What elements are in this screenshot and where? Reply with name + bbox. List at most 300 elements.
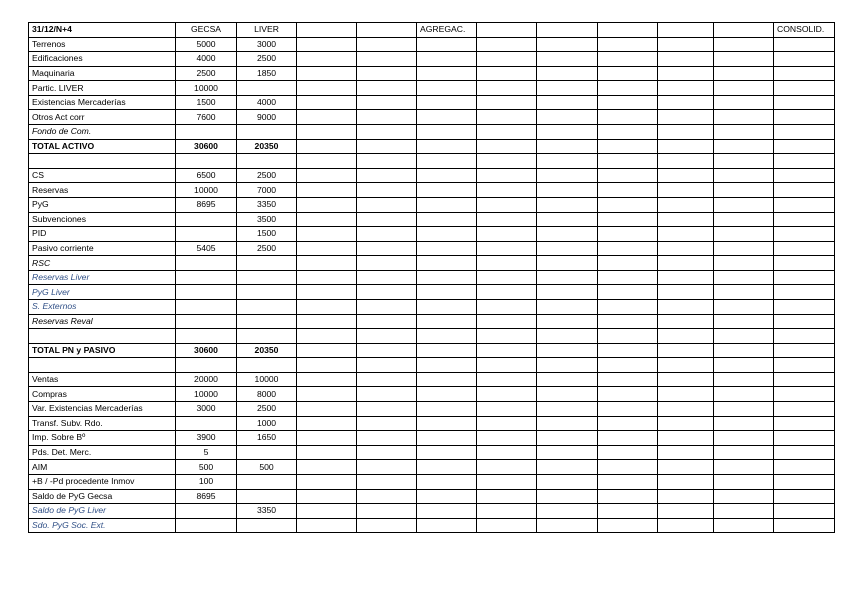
empty-cell[interactable] (477, 168, 537, 183)
empty-cell[interactable] (417, 285, 477, 300)
empty-cell[interactable] (417, 445, 477, 460)
gecsa-value-cell[interactable]: 2500 (176, 66, 237, 81)
empty-cell[interactable] (658, 299, 714, 314)
empty-cell[interactable] (357, 270, 417, 285)
empty-cell[interactable] (357, 343, 417, 358)
empty-cell[interactable] (357, 95, 417, 110)
empty-cell[interactable] (357, 445, 417, 460)
empty-cell[interactable] (477, 358, 537, 373)
empty-cell[interactable] (774, 489, 835, 504)
empty-cell[interactable] (417, 431, 477, 446)
row-label-cell[interactable]: Maquinaria (29, 66, 176, 81)
empty-cell[interactable] (598, 270, 658, 285)
empty-cell[interactable] (658, 95, 714, 110)
gecsa-value-cell[interactable]: 4000 (176, 52, 237, 67)
empty-cell[interactable] (297, 402, 357, 417)
liver-value-cell[interactable] (237, 256, 297, 271)
empty-cell[interactable] (297, 256, 357, 271)
empty-cell[interactable] (658, 168, 714, 183)
empty-cell[interactable] (774, 212, 835, 227)
empty-cell[interactable] (297, 314, 357, 329)
empty-cell[interactable] (774, 154, 835, 169)
empty-cell[interactable] (714, 212, 774, 227)
empty-cell[interactable] (477, 52, 537, 67)
empty-cell[interactable] (477, 81, 537, 96)
empty-cell[interactable] (774, 52, 835, 67)
empty-cell[interactable] (297, 474, 357, 489)
empty-cell[interactable] (297, 212, 357, 227)
empty-cell[interactable] (714, 95, 774, 110)
row-label-cell[interactable]: Imp. Sobre Bº (29, 431, 176, 446)
empty-cell[interactable] (417, 460, 477, 475)
empty-cell[interactable] (658, 387, 714, 402)
empty-cell[interactable] (297, 489, 357, 504)
empty-cell[interactable] (537, 125, 598, 140)
empty-cell[interactable] (417, 329, 477, 344)
empty-cell[interactable] (537, 489, 598, 504)
liver-value-cell[interactable]: 2500 (237, 241, 297, 256)
liver-value-cell[interactable]: 1500 (237, 227, 297, 242)
liver-value-cell[interactable]: 20350 (237, 139, 297, 154)
empty-cell[interactable] (477, 197, 537, 212)
empty-cell[interactable] (537, 387, 598, 402)
empty-cell[interactable] (477, 518, 537, 533)
empty-cell[interactable] (417, 110, 477, 125)
gecsa-value-cell[interactable]: 500 (176, 460, 237, 475)
liver-value-cell[interactable]: 9000 (237, 110, 297, 125)
empty-cell[interactable] (477, 445, 537, 460)
empty-cell[interactable] (714, 66, 774, 81)
empty-cell[interactable] (477, 387, 537, 402)
row-label-cell[interactable]: Saldo de PyG Liver (29, 504, 176, 519)
liver-value-cell[interactable]: 2500 (237, 402, 297, 417)
gecsa-value-cell[interactable]: 5405 (176, 241, 237, 256)
empty-cell[interactable] (658, 402, 714, 417)
empty-cell[interactable] (714, 416, 774, 431)
empty-cell[interactable] (417, 37, 477, 52)
empty-cell[interactable] (537, 299, 598, 314)
empty-cell[interactable] (714, 270, 774, 285)
empty-cell[interactable] (297, 358, 357, 373)
empty-cell[interactable] (537, 227, 598, 242)
empty-cell[interactable] (598, 183, 658, 198)
empty-cell[interactable] (774, 168, 835, 183)
empty-cell[interactable] (477, 154, 537, 169)
empty-cell[interactable] (774, 402, 835, 417)
empty-cell[interactable] (417, 256, 477, 271)
empty-cell[interactable] (714, 504, 774, 519)
row-label-cell[interactable] (29, 154, 176, 169)
liver-value-cell[interactable] (237, 474, 297, 489)
empty-cell[interactable] (598, 431, 658, 446)
empty-cell[interactable] (774, 256, 835, 271)
liver-value-cell[interactable]: 10000 (237, 372, 297, 387)
empty-cell[interactable] (297, 139, 357, 154)
empty-cell[interactable] (714, 81, 774, 96)
empty-cell[interactable] (297, 460, 357, 475)
empty-cell[interactable] (774, 285, 835, 300)
empty-cell[interactable] (774, 314, 835, 329)
gecsa-value-cell[interactable]: 30600 (176, 139, 237, 154)
row-label-cell[interactable]: TOTAL PN y PASIVO (29, 343, 176, 358)
empty-cell[interactable] (658, 416, 714, 431)
empty-cell[interactable] (598, 299, 658, 314)
gecsa-value-cell[interactable]: 5000 (176, 37, 237, 52)
row-label-cell[interactable]: Reservas (29, 183, 176, 198)
empty-cell[interactable] (774, 66, 835, 81)
empty-cell[interactable] (297, 270, 357, 285)
liver-value-cell[interactable]: 3350 (237, 197, 297, 212)
gecsa-value-cell[interactable] (176, 227, 237, 242)
empty-cell[interactable] (537, 241, 598, 256)
empty-cell[interactable] (417, 387, 477, 402)
empty-cell[interactable] (297, 52, 357, 67)
row-label-cell[interactable]: +B / -Pd procedente Inmov (29, 474, 176, 489)
liver-value-cell[interactable] (237, 314, 297, 329)
empty-cell[interactable] (357, 168, 417, 183)
empty-cell[interactable] (357, 66, 417, 81)
empty-cell[interactable] (537, 474, 598, 489)
empty-cell[interactable] (477, 241, 537, 256)
empty-cell[interactable] (537, 37, 598, 52)
empty-cell[interactable] (357, 139, 417, 154)
empty-cell[interactable] (658, 52, 714, 67)
empty-cell[interactable] (658, 372, 714, 387)
row-label-cell[interactable]: Terrenos (29, 37, 176, 52)
empty-cell[interactable] (417, 241, 477, 256)
empty-cell[interactable] (297, 227, 357, 242)
empty-cell[interactable] (598, 241, 658, 256)
empty-cell[interactable] (714, 23, 774, 38)
empty-cell[interactable] (297, 168, 357, 183)
empty-cell[interactable] (598, 358, 658, 373)
row-label-cell[interactable] (29, 358, 176, 373)
liver-value-cell[interactable] (237, 154, 297, 169)
empty-cell[interactable] (297, 299, 357, 314)
liver-value-cell[interactable]: 1850 (237, 66, 297, 81)
liver-value-cell[interactable] (237, 518, 297, 533)
row-label-cell[interactable]: S. Externos (29, 299, 176, 314)
empty-cell[interactable] (598, 52, 658, 67)
empty-cell[interactable] (537, 431, 598, 446)
empty-cell[interactable] (774, 387, 835, 402)
empty-cell[interactable] (357, 285, 417, 300)
gecsa-value-cell[interactable]: 10000 (176, 183, 237, 198)
row-label-cell[interactable]: Pasivo corriente (29, 241, 176, 256)
empty-cell[interactable] (477, 139, 537, 154)
empty-cell[interactable] (658, 489, 714, 504)
empty-cell[interactable] (297, 518, 357, 533)
row-label-cell[interactable]: Existencias Mercaderías (29, 95, 176, 110)
row-label-cell[interactable] (29, 329, 176, 344)
empty-cell[interactable] (658, 154, 714, 169)
empty-cell[interactable] (357, 256, 417, 271)
liver-value-cell[interactable]: 3350 (237, 504, 297, 519)
empty-cell[interactable] (357, 125, 417, 140)
empty-cell[interactable] (477, 489, 537, 504)
empty-cell[interactable] (598, 285, 658, 300)
empty-cell[interactable] (477, 285, 537, 300)
gecsa-header-cell[interactable]: GECSA (176, 23, 237, 38)
empty-cell[interactable] (658, 37, 714, 52)
empty-cell[interactable] (537, 52, 598, 67)
empty-cell[interactable] (714, 445, 774, 460)
empty-cell[interactable] (417, 270, 477, 285)
empty-cell[interactable] (537, 518, 598, 533)
empty-cell[interactable] (297, 154, 357, 169)
empty-cell[interactable] (658, 66, 714, 81)
empty-cell[interactable] (357, 387, 417, 402)
empty-cell[interactable] (658, 110, 714, 125)
empty-cell[interactable] (357, 299, 417, 314)
empty-cell[interactable] (598, 416, 658, 431)
row-label-cell[interactable]: Subvenciones (29, 212, 176, 227)
row-label-cell[interactable]: Var. Existencias Mercaderías (29, 402, 176, 417)
empty-cell[interactable] (714, 52, 774, 67)
gecsa-value-cell[interactable]: 30600 (176, 343, 237, 358)
empty-cell[interactable] (714, 358, 774, 373)
empty-cell[interactable] (714, 227, 774, 242)
empty-cell[interactable] (598, 314, 658, 329)
empty-cell[interactable] (477, 314, 537, 329)
empty-cell[interactable] (714, 37, 774, 52)
empty-cell[interactable] (297, 343, 357, 358)
empty-cell[interactable] (774, 518, 835, 533)
empty-cell[interactable] (774, 139, 835, 154)
row-label-cell[interactable]: Ventas (29, 372, 176, 387)
empty-cell[interactable] (598, 256, 658, 271)
empty-cell[interactable] (297, 416, 357, 431)
date-label-cell[interactable]: 31/12/N+4 (29, 23, 176, 38)
empty-cell[interactable] (417, 139, 477, 154)
empty-cell[interactable] (598, 81, 658, 96)
empty-cell[interactable] (774, 270, 835, 285)
empty-cell[interactable] (477, 110, 537, 125)
empty-cell[interactable] (598, 460, 658, 475)
consolid-header-cell[interactable]: CONSOLID. (774, 23, 835, 38)
empty-cell[interactable] (658, 197, 714, 212)
empty-cell[interactable] (357, 23, 417, 38)
empty-cell[interactable] (598, 372, 658, 387)
empty-cell[interactable] (774, 183, 835, 198)
empty-cell[interactable] (417, 416, 477, 431)
empty-cell[interactable] (357, 183, 417, 198)
empty-cell[interactable] (714, 314, 774, 329)
empty-cell[interactable] (774, 358, 835, 373)
empty-cell[interactable] (658, 125, 714, 140)
empty-cell[interactable] (658, 256, 714, 271)
empty-cell[interactable] (477, 504, 537, 519)
empty-cell[interactable] (357, 372, 417, 387)
empty-cell[interactable] (417, 52, 477, 67)
empty-cell[interactable] (774, 299, 835, 314)
gecsa-value-cell[interactable]: 8695 (176, 489, 237, 504)
empty-cell[interactable] (714, 329, 774, 344)
empty-cell[interactable] (714, 489, 774, 504)
empty-cell[interactable] (537, 372, 598, 387)
empty-cell[interactable] (598, 343, 658, 358)
empty-cell[interactable] (477, 95, 537, 110)
empty-cell[interactable] (357, 489, 417, 504)
gecsa-value-cell[interactable] (176, 358, 237, 373)
gecsa-value-cell[interactable]: 3000 (176, 402, 237, 417)
row-label-cell[interactable]: CS (29, 168, 176, 183)
empty-cell[interactable] (774, 95, 835, 110)
empty-cell[interactable] (658, 81, 714, 96)
empty-cell[interactable] (658, 23, 714, 38)
gecsa-value-cell[interactable]: 1500 (176, 95, 237, 110)
empty-cell[interactable] (417, 154, 477, 169)
empty-cell[interactable] (357, 329, 417, 344)
empty-cell[interactable] (658, 474, 714, 489)
liver-value-cell[interactable]: 3500 (237, 212, 297, 227)
gecsa-value-cell[interactable] (176, 212, 237, 227)
liver-value-cell[interactable]: 2500 (237, 52, 297, 67)
empty-cell[interactable] (598, 445, 658, 460)
empty-cell[interactable] (297, 125, 357, 140)
empty-cell[interactable] (714, 154, 774, 169)
empty-cell[interactable] (417, 227, 477, 242)
empty-cell[interactable] (417, 81, 477, 96)
empty-cell[interactable] (714, 110, 774, 125)
empty-cell[interactable] (537, 256, 598, 271)
empty-cell[interactable] (658, 431, 714, 446)
empty-cell[interactable] (297, 183, 357, 198)
empty-cell[interactable] (658, 227, 714, 242)
empty-cell[interactable] (598, 329, 658, 344)
empty-cell[interactable] (714, 474, 774, 489)
liver-value-cell[interactable] (237, 270, 297, 285)
liver-value-cell[interactable] (237, 299, 297, 314)
empty-cell[interactable] (598, 110, 658, 125)
empty-cell[interactable] (774, 37, 835, 52)
empty-cell[interactable] (658, 358, 714, 373)
gecsa-value-cell[interactable] (176, 416, 237, 431)
empty-cell[interactable] (537, 416, 598, 431)
empty-cell[interactable] (537, 504, 598, 519)
empty-cell[interactable] (357, 154, 417, 169)
empty-cell[interactable] (598, 168, 658, 183)
row-label-cell[interactable]: Compras (29, 387, 176, 402)
empty-cell[interactable] (357, 212, 417, 227)
empty-cell[interactable] (598, 212, 658, 227)
empty-cell[interactable] (774, 445, 835, 460)
liver-value-cell[interactable]: 4000 (237, 95, 297, 110)
liver-value-cell[interactable] (237, 358, 297, 373)
gecsa-value-cell[interactable]: 8695 (176, 197, 237, 212)
empty-cell[interactable] (357, 416, 417, 431)
empty-cell[interactable] (774, 372, 835, 387)
empty-cell[interactable] (297, 23, 357, 38)
empty-cell[interactable] (537, 197, 598, 212)
liver-value-cell[interactable] (237, 81, 297, 96)
empty-cell[interactable] (598, 139, 658, 154)
empty-cell[interactable] (537, 154, 598, 169)
empty-cell[interactable] (714, 299, 774, 314)
gecsa-value-cell[interactable] (176, 256, 237, 271)
empty-cell[interactable] (537, 402, 598, 417)
empty-cell[interactable] (658, 314, 714, 329)
empty-cell[interactable] (297, 81, 357, 96)
empty-cell[interactable] (537, 445, 598, 460)
empty-cell[interactable] (598, 504, 658, 519)
empty-cell[interactable] (297, 329, 357, 344)
empty-cell[interactable] (658, 183, 714, 198)
empty-cell[interactable] (774, 460, 835, 475)
gecsa-value-cell[interactable] (176, 504, 237, 519)
empty-cell[interactable] (297, 372, 357, 387)
empty-cell[interactable] (714, 197, 774, 212)
empty-cell[interactable] (357, 110, 417, 125)
empty-cell[interactable] (537, 212, 598, 227)
empty-cell[interactable] (537, 329, 598, 344)
empty-cell[interactable] (714, 168, 774, 183)
empty-cell[interactable] (714, 518, 774, 533)
empty-cell[interactable] (297, 95, 357, 110)
gecsa-value-cell[interactable] (176, 285, 237, 300)
empty-cell[interactable] (714, 460, 774, 475)
empty-cell[interactable] (477, 402, 537, 417)
empty-cell[interactable] (417, 66, 477, 81)
empty-cell[interactable] (537, 168, 598, 183)
gecsa-value-cell[interactable] (176, 329, 237, 344)
empty-cell[interactable] (537, 183, 598, 198)
empty-cell[interactable] (297, 285, 357, 300)
gecsa-value-cell[interactable]: 6500 (176, 168, 237, 183)
empty-cell[interactable] (417, 314, 477, 329)
gecsa-value-cell[interactable]: 10000 (176, 81, 237, 96)
empty-cell[interactable] (537, 358, 598, 373)
empty-cell[interactable] (297, 197, 357, 212)
empty-cell[interactable] (357, 37, 417, 52)
empty-cell[interactable] (714, 139, 774, 154)
liver-value-cell[interactable]: 2500 (237, 168, 297, 183)
gecsa-value-cell[interactable]: 10000 (176, 387, 237, 402)
row-label-cell[interactable]: Saldo de PyG Gecsa (29, 489, 176, 504)
liver-value-cell[interactable]: 3000 (237, 37, 297, 52)
empty-cell[interactable] (477, 270, 537, 285)
empty-cell[interactable] (774, 343, 835, 358)
empty-cell[interactable] (477, 37, 537, 52)
row-label-cell[interactable]: Reservas Reval (29, 314, 176, 329)
empty-cell[interactable] (714, 431, 774, 446)
gecsa-value-cell[interactable] (176, 154, 237, 169)
row-label-cell[interactable]: Otros Act corr (29, 110, 176, 125)
empty-cell[interactable] (417, 197, 477, 212)
empty-cell[interactable] (598, 23, 658, 38)
empty-cell[interactable] (774, 431, 835, 446)
liver-value-cell[interactable]: 7000 (237, 183, 297, 198)
empty-cell[interactable] (658, 212, 714, 227)
empty-cell[interactable] (417, 95, 477, 110)
empty-cell[interactable] (477, 299, 537, 314)
empty-cell[interactable] (537, 270, 598, 285)
empty-cell[interactable] (477, 431, 537, 446)
empty-cell[interactable] (357, 314, 417, 329)
empty-cell[interactable] (357, 197, 417, 212)
empty-cell[interactable] (477, 343, 537, 358)
empty-cell[interactable] (598, 197, 658, 212)
liver-value-cell[interactable] (237, 125, 297, 140)
row-label-cell[interactable]: RSC (29, 256, 176, 271)
liver-value-cell[interactable] (237, 329, 297, 344)
empty-cell[interactable] (714, 343, 774, 358)
empty-cell[interactable] (297, 241, 357, 256)
gecsa-value-cell[interactable] (176, 314, 237, 329)
empty-cell[interactable] (357, 518, 417, 533)
empty-cell[interactable] (477, 372, 537, 387)
liver-header-cell[interactable]: LIVER (237, 23, 297, 38)
